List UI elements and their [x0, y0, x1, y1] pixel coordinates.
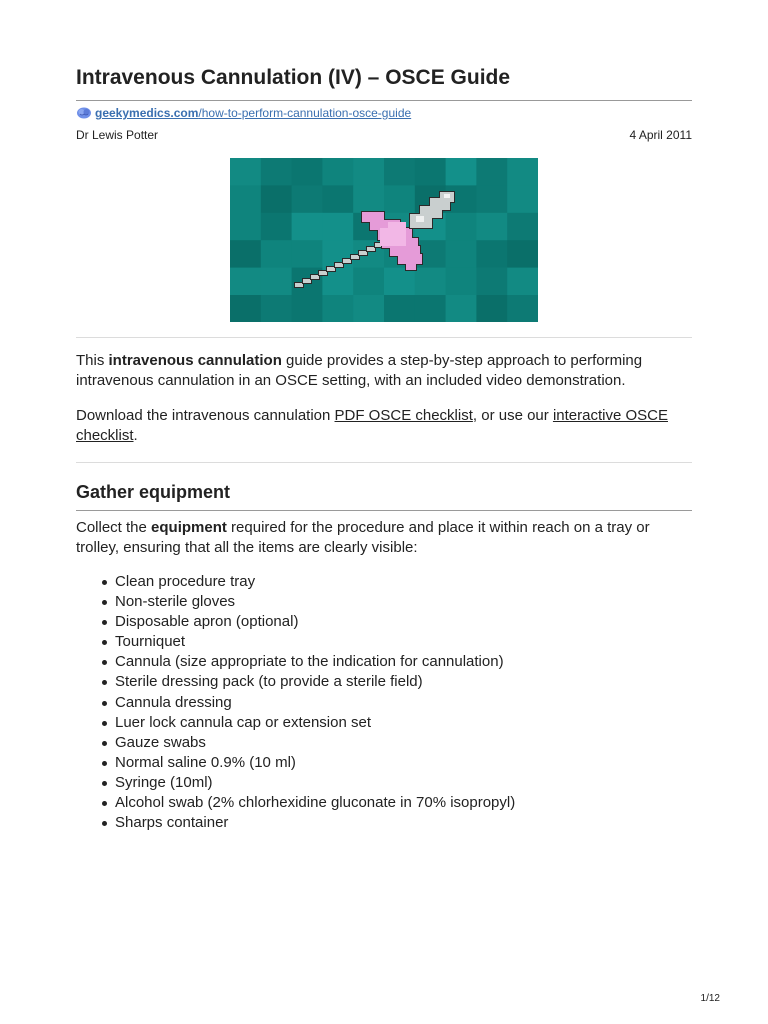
equipment-paragraph: Collect the equipment required for the procedure and place it within reach on a tray or trolley, ensuring that all the items are clearly visible: [76, 519, 650, 556]
list-item: Cannula (size appropriate to the indication for cannulation) [115, 652, 515, 672]
list-item: Tourniquet [115, 632, 515, 652]
pdf-checklist-link[interactable]: PDF OSCE checklist [334, 407, 473, 424]
hero-image [230, 158, 538, 322]
intro-bold-term: intravenous cannulation [108, 352, 282, 369]
equipment-bold-term: equipment [151, 519, 227, 536]
section-heading-gather-equipment: Gather equipment [76, 482, 231, 502]
download-paragraph: Download the intravenous cannulation PDF OSCE checklist, or use our interactive OSCE checklist. [76, 407, 668, 444]
list-item: Cannula dressing [115, 693, 515, 713]
page-title: Intravenous Cannulation (IV) – OSCE Guide [76, 66, 511, 89]
source-link[interactable] [76, 106, 411, 120]
list-item: Clean procedure tray [115, 572, 515, 592]
list-item: Gauze swabs [115, 733, 515, 753]
intro-paragraph: This intravenous cannulation guide provides a step-by-step approach to performing intravenous cannulation in an OSCE setting, with an included video demonstration. [76, 352, 643, 389]
title-divider [76, 100, 692, 101]
list-item: Non-sterile gloves [115, 592, 515, 612]
source-domain[interactable]: geekymedics.com [95, 106, 199, 120]
page-number: 1/12 [700, 993, 720, 1004]
content-divider [76, 462, 692, 463]
publish-date: 4 April 2011 [629, 128, 692, 142]
list-item: Sterile dressing pack (to provide a sterile field) [115, 672, 515, 692]
section-divider [76, 510, 692, 511]
list-item: Alcohol swab (2% chlorhexidine gluconate in 70% isopropyl) [115, 793, 515, 813]
list-item: Disposable apron (optional) [115, 612, 515, 632]
cannula-pixel-art-icon [230, 158, 538, 322]
list-item: Normal saline 0.9% (10 ml) [115, 753, 515, 773]
list-item: Syringe (10ml) [115, 773, 515, 793]
list-item: Sharps container [115, 813, 515, 833]
content-divider [76, 337, 692, 338]
author-name: Dr Lewis Potter [76, 128, 159, 142]
equipment-list [76, 572, 515, 833]
source-path[interactable]: /how-to-perform-cannulation-osce-guide [198, 106, 412, 120]
brain-icon [76, 106, 92, 120]
interactive-checklist-link[interactable]: interactive OSCE checklist [76, 407, 668, 444]
list-item: Luer lock cannula cap or extension set [115, 713, 515, 733]
